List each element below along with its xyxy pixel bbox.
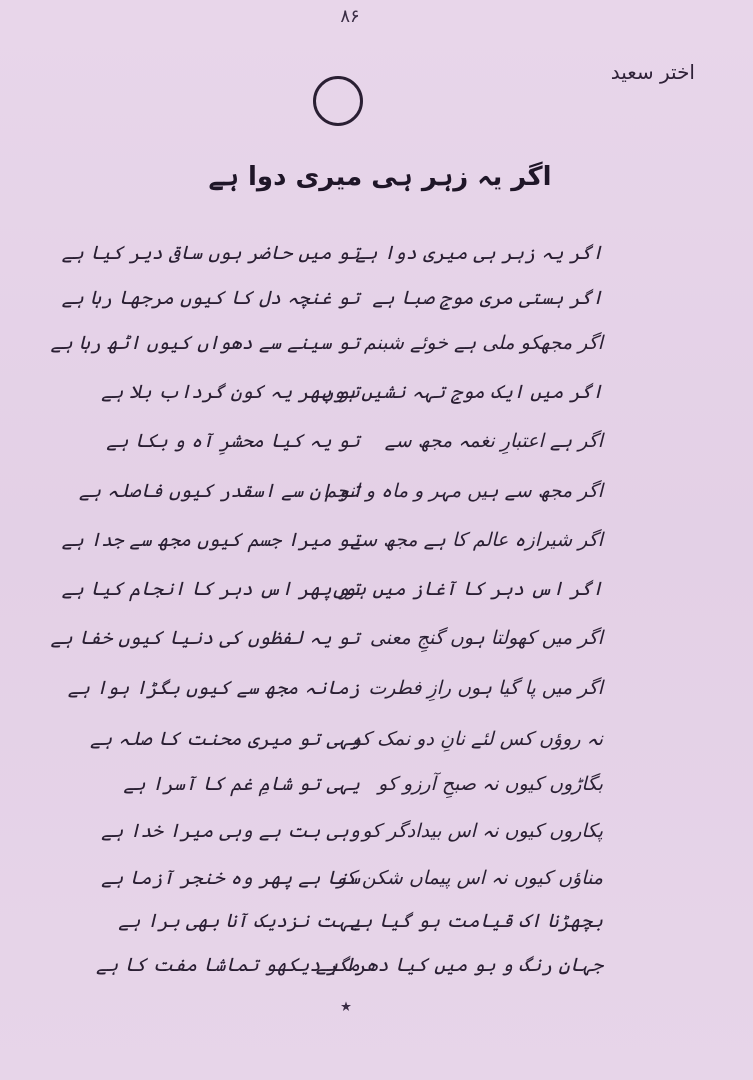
misra-second: تو میرا جسم کیوں مجھ سے جدا ہے xyxy=(61,529,360,551)
misra-second: تو یہ کیا محشرِ آہ و بکا ہے xyxy=(106,430,360,452)
couplet xyxy=(0,677,753,717)
couplet xyxy=(0,910,753,950)
couplet xyxy=(0,773,753,813)
misra-first: اگر یہ زہر ہی میری دوا ہے xyxy=(355,242,603,264)
misra-first: پکاروں کیوں نہ اس بیدادگر کو xyxy=(362,820,603,842)
misra-first: بچھڑنا اک قیامت ہو گیا ہے xyxy=(350,910,603,932)
misra-second: تو یہ لفظوں کی دنیا کیوں خفا ہے xyxy=(50,627,360,649)
misra-second: یہی تو میری محنت کا صلہ ہے xyxy=(89,728,360,750)
misra-second: تو پھر اس دہر کا انجام کیا ہے xyxy=(61,578,360,600)
couplet xyxy=(0,954,753,994)
misra-second: مگر دیکھو تماشا مفت کا ہے xyxy=(96,954,360,976)
couplet xyxy=(0,381,753,421)
footer-ornament: ٭ xyxy=(340,994,352,1019)
misra-first: اگر میں پا گیا ہوں رازِ فطرت xyxy=(368,677,603,699)
couplet xyxy=(0,332,753,372)
misra-second: وہی بت ہے وہی میرا خدا ہے xyxy=(101,820,360,842)
misra-first: بگاڑوں کیوں نہ صبحِ آرزو کو xyxy=(378,773,603,795)
author-name: اختر سعید xyxy=(610,60,695,84)
misra-second: تو ان سے اسقدر کیوں فاصلہ ہے xyxy=(78,480,360,502)
circle-ornament xyxy=(313,76,363,126)
couplet xyxy=(0,430,753,470)
misra-second: تو میں حاضر ہوں ساقی دیر کیا ہے xyxy=(61,242,360,264)
misra-first: اگر ہستی مری موجِ صبا ہے xyxy=(372,287,603,309)
misra-first: نہ روؤں کس لئے نانِ دو نمک کو xyxy=(352,728,603,750)
misra-first: اگر اس دہر کا آغاز میں ہوں xyxy=(332,578,603,600)
misra-first: اگر شیرازہ عالم کا ہے مجھ سے xyxy=(350,529,603,551)
misra-first: اگر مجھکو ملی ہے خوئے شبنم xyxy=(363,332,603,354)
misra-second: بہت نزدیک آنا بھی برا ہے xyxy=(118,910,360,932)
misra-second: زمانہ مجھ سے کیوں بگڑا ہوا ہے xyxy=(67,677,360,699)
couplet xyxy=(0,242,753,282)
couplet xyxy=(0,287,753,327)
couplet xyxy=(0,578,753,618)
misra-second: تو پھر یہ کون گرداب بلا ہے xyxy=(101,381,360,403)
couplet xyxy=(0,820,753,860)
couplet xyxy=(0,728,753,768)
misra-first: اگر میں کھولتا ہوں گنجِ معنی xyxy=(369,627,603,649)
couplet xyxy=(0,480,753,520)
couplet xyxy=(0,627,753,667)
poem-title: اگر یہ زہر ہی میری دوا ہے xyxy=(208,162,552,192)
misra-second: سنا ہے پھر وہ خنجر آزما ہے xyxy=(101,867,360,889)
misra-second: تو سینے سے دھواں کیوں اٹھ رہا ہے xyxy=(50,332,360,354)
misra-second: تو غنچہ دل کا کیوں مرجھا رہا ہے xyxy=(61,287,360,309)
couplet xyxy=(0,867,753,907)
misra-first: اگر مجھ سے ہیں مہر و ماہ و انجم xyxy=(324,480,603,502)
misra-first: جہانِ رنگ و بو میں کیا دھرا ہے xyxy=(315,954,603,976)
misra-first: اگر ہے اعتبارِ نغمہ مجھ سے xyxy=(384,430,603,452)
misra-first: مناؤں کیوں نہ اس پیماں شکن کو xyxy=(337,867,603,889)
page-number: ۸۶ xyxy=(340,6,360,27)
couplet xyxy=(0,529,753,569)
misra-second: یہی تو شامِ غم کا آسرا ہے xyxy=(123,773,360,795)
misra-first: اگر میں ایک موجِ تہہ نشیں ہوں xyxy=(321,381,603,403)
